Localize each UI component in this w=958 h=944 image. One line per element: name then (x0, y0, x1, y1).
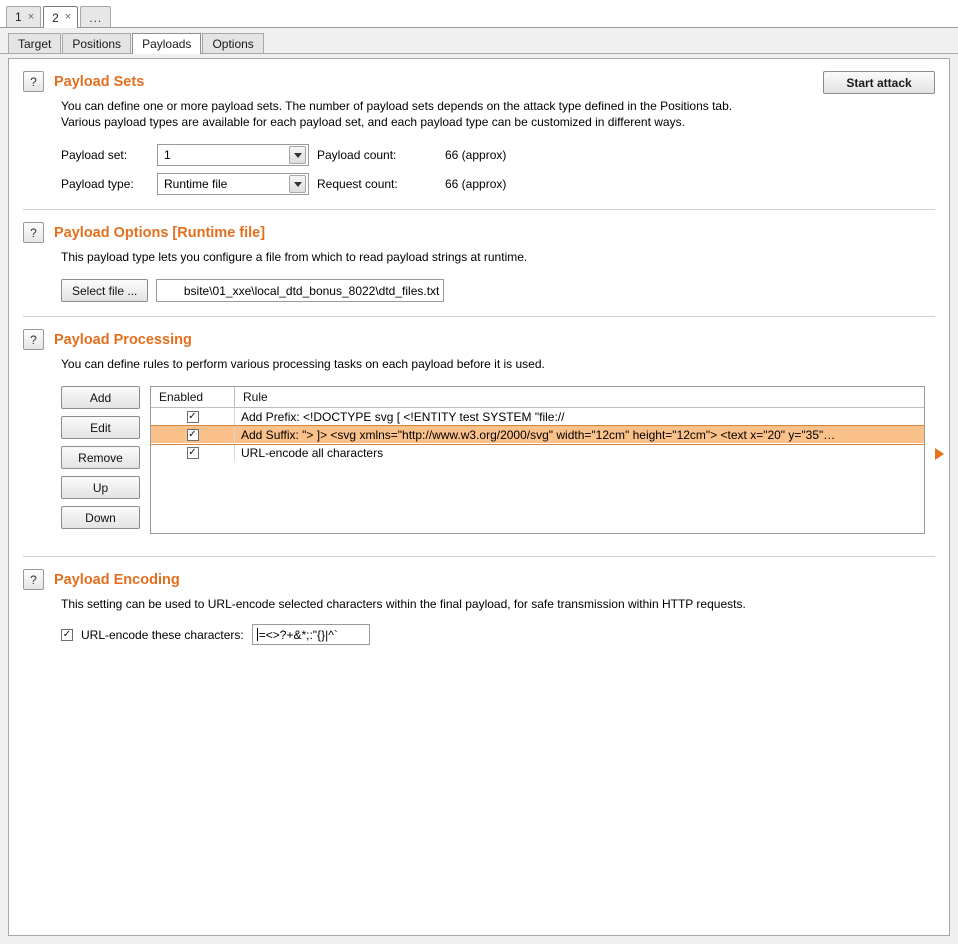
table-header (151, 387, 924, 408)
help-icon[interactable]: ? (23, 222, 44, 243)
window-tab-2-label: 2 (52, 10, 59, 25)
column-header-enabled: Enabled (151, 387, 235, 407)
tab-target[interactable]: Target (8, 33, 61, 53)
payloads-panel (8, 58, 950, 936)
payload-sets-desc-2: Various payload types are available for each payload set, and each payload type can be customized in different ways. (61, 115, 685, 129)
text-caret (257, 628, 258, 641)
url-encode-label: URL-encode these characters: (81, 627, 244, 642)
payload-options-body (23, 243, 935, 302)
file-selection-row (61, 279, 935, 302)
payload-sets-section (9, 59, 949, 195)
edit-rule-button[interactable]: Edit (61, 416, 140, 439)
file-path-field[interactable]: bsite\01_xxe\local_dtd_bonus_8022\dtd_files.txt (156, 279, 444, 302)
window-tab-2[interactable] (43, 6, 78, 28)
payload-type-select[interactable] (157, 173, 309, 195)
chevron-down-icon[interactable] (289, 146, 306, 164)
checkbox-icon[interactable]: ✓ (188, 428, 197, 440)
payload-sets-body (23, 92, 935, 195)
column-header-rule: Rule (243, 390, 268, 404)
request-count-label: Request count: (317, 177, 398, 191)
payload-processing-title: Payload Processing (54, 331, 192, 348)
payload-type-label: Payload type: (61, 177, 134, 191)
payload-processing-table[interactable] (150, 386, 925, 534)
help-icon[interactable]: ? (23, 569, 44, 590)
payload-count-value: 66 (approx) (445, 148, 507, 162)
move-up-button[interactable]: Up (61, 476, 140, 499)
window-tab-1-label: 1 (15, 10, 22, 24)
tab-options[interactable]: Options (202, 33, 263, 53)
payload-count-label: Payload count: (317, 148, 397, 162)
tab-positions[interactable]: Positions (62, 33, 131, 53)
chevron-down-icon[interactable] (289, 175, 306, 193)
help-icon[interactable]: ? (23, 71, 44, 92)
remove-rule-button[interactable]: Remove (61, 446, 140, 469)
payload-processing-body (23, 350, 935, 534)
payload-encoding-body (23, 590, 935, 645)
window-tab-bar (0, 0, 958, 28)
checkbox-icon[interactable]: ✓ (188, 446, 197, 458)
payload-options-title: Payload Options [Runtime file] (54, 224, 266, 241)
payload-encoding-title: Payload Encoding (54, 571, 180, 588)
add-rule-button[interactable]: Add (61, 386, 140, 409)
url-encode-checkbox[interactable]: ✓ (62, 628, 72, 640)
table-row[interactable] (151, 426, 924, 444)
table-row[interactable] (151, 444, 924, 462)
table-row[interactable] (151, 408, 924, 426)
start-attack-button[interactable]: Start attack (823, 71, 935, 94)
payload-processing-buttons (61, 386, 140, 534)
move-down-button[interactable]: Down (61, 506, 140, 529)
payload-processing-header (23, 317, 935, 350)
url-encode-row (61, 624, 935, 645)
payload-sets-header (23, 59, 935, 92)
payload-set-value: 1 (164, 148, 171, 162)
payload-set-select[interactable] (157, 144, 309, 166)
payload-encoding-desc: This setting can be used to URL-encode selected characters within the final payload, for safe transmission within HTTP requests. (61, 597, 746, 611)
rule-text: Add Prefix: <!DOCTYPE svg [ <!ENTITY test SYSTEM "file:// (241, 409, 565, 424)
intruder-tab-bar (0, 28, 958, 54)
rule-text: URL-encode all characters (241, 445, 384, 460)
payload-sets-fields (61, 144, 935, 195)
close-icon[interactable]: × (27, 10, 35, 23)
payload-processing-controls (61, 386, 935, 534)
close-icon[interactable]: × (64, 11, 72, 23)
payload-options-desc: This payload type lets you configure a file from which to read payload strings at runtime. (61, 250, 528, 264)
rule-enabled-cell[interactable] (151, 444, 235, 461)
url-encode-characters-input[interactable] (252, 624, 370, 645)
rule-text: Add Suffix: "> ]> <svg xmlns="http://www.w3.org/2000/svg" width="12cm" height="12cm"> <text x="20" y="35"… (241, 427, 836, 442)
request-count-value: 66 (approx) (445, 177, 507, 191)
url-encode-characters-value: =<>?+&*;:"{}|^` (258, 627, 338, 642)
tab-payloads[interactable]: Payloads (132, 33, 201, 54)
select-file-button[interactable]: Select file ... (61, 279, 148, 302)
payload-options-section (9, 210, 949, 302)
selected-row-marker-icon (935, 448, 944, 460)
help-icon[interactable]: ? (23, 329, 44, 350)
payload-encoding-section (9, 557, 949, 645)
payload-sets-desc-1: You can define one or more payload sets. The number of payload sets depends on the attack type defined in the Positions tab. (61, 99, 733, 113)
payload-processing-section (9, 317, 949, 534)
payload-processing-desc: You can define rules to perform various processing tasks on each payload before it is used. (61, 357, 545, 371)
rule-enabled-cell[interactable] (151, 408, 235, 425)
payload-sets-title: Payload Sets (54, 73, 145, 90)
checkbox-icon[interactable]: ✓ (188, 410, 197, 422)
window-tab-1[interactable] (6, 6, 41, 27)
payload-type-value: Runtime file (164, 177, 228, 191)
payload-set-label: Payload set: (61, 148, 128, 162)
window-tab-overflow[interactable]: ... (80, 6, 111, 27)
rule-enabled-cell[interactable] (151, 426, 235, 443)
payload-options-header (23, 210, 935, 243)
payload-encoding-header (23, 557, 935, 590)
